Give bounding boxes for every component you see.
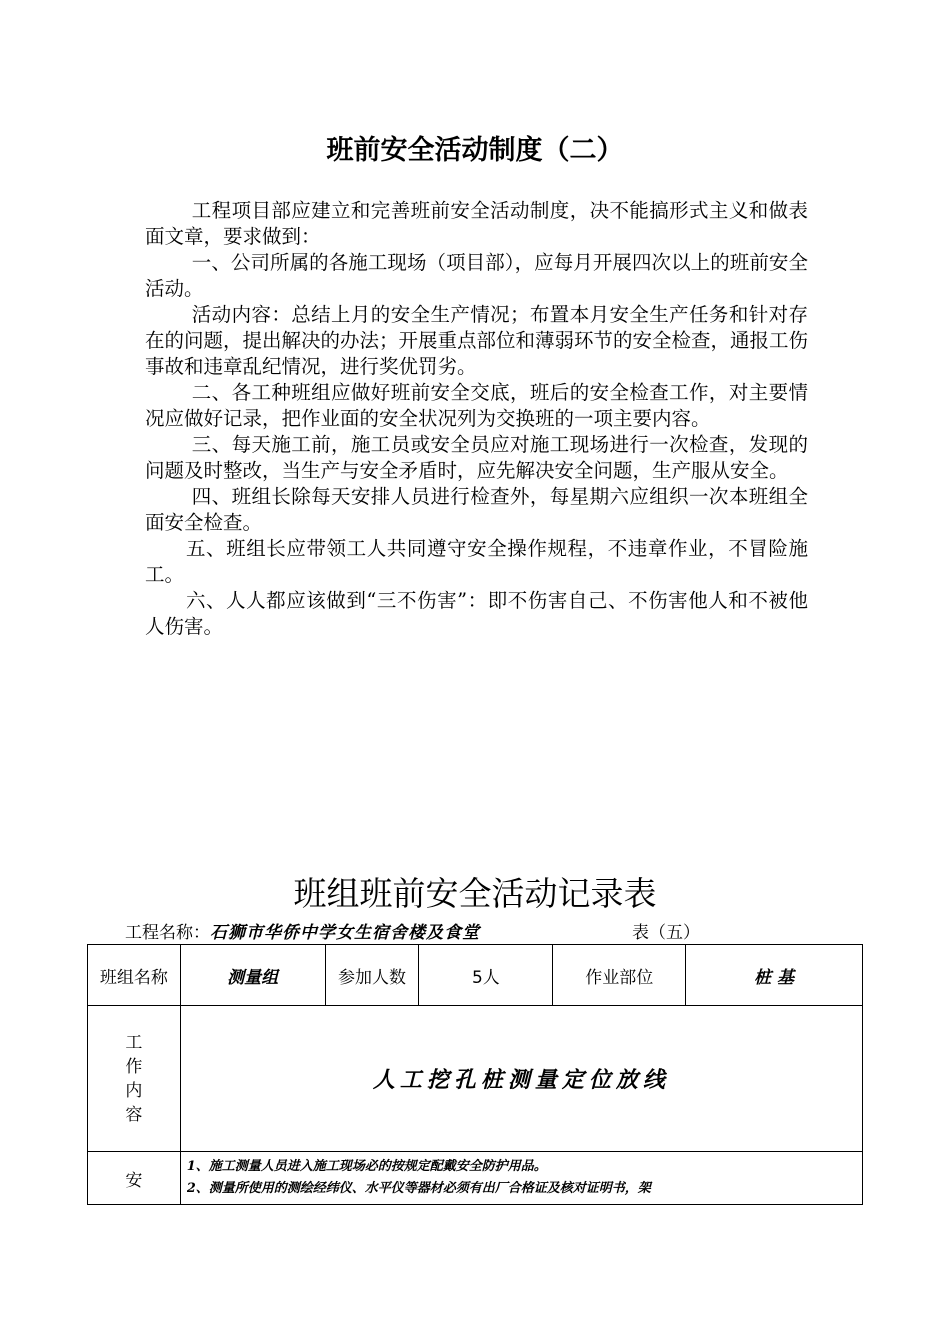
paragraph: 二、各工种班组应做好班前安全交底，班后的安全检查工作，对主要情况应做好记录，把作业面的安全状况列为交换班的一项主要内容。 <box>145 381 808 430</box>
table-row <box>88 1006 863 1152</box>
paragraph: 工程项目部应建立和完善班前安全活动制度，决不能搞形式主义和做表面文章，要求做到： <box>145 199 808 248</box>
paragraph: 一、公司所属的各施工现场（项目部），应每月开展四次以上的班前安全活动。 <box>145 251 808 300</box>
table-number: 表（五） <box>632 923 700 943</box>
project-name: 石狮市华侨中学女生宿舍楼及食堂 <box>210 923 480 943</box>
paragraph: 五、班组长应带领工人共同遵守安全操作规程，不违章作业，不冒险施工。 <box>145 537 808 586</box>
paragraph: 活动内容：总结上月的安全生产情况；布置本月安全生产任务和针对存在的问题，提出解决的办法；开展重点部位和薄弱环节的安全检查，通报工伤事故和违章乱纪情况，进行奖优罚劣。 <box>145 303 809 378</box>
paragraph: 四、班组长除每天安排人员进行检查外，每星期六应组织一次本班组全面安全检查。 <box>145 485 808 534</box>
table-row <box>88 945 863 1006</box>
paragraph: 三、每天施工前，施工员或安全员应对施工现场进行一次检查，发现的问题及时整改，当生产与安全矛盾时，应先解决安全问题，生产服从安全。 <box>145 433 808 482</box>
safety-measures <box>180 1152 862 1205</box>
regulation-body <box>145 198 808 640</box>
location-value: 桩 基 <box>686 945 863 1006</box>
record-form-title: 班组班前安全活动记录表 <box>293 874 657 913</box>
team-value: 测量组 <box>180 945 325 1006</box>
participants-value: 5人 <box>419 945 553 1006</box>
participants-label: 参加人数 <box>325 945 419 1006</box>
project-label: 工程名称： <box>125 923 210 943</box>
document-title: 班前安全活动制度（二） <box>326 135 624 166</box>
work-content-value: 人工挖孔桩测量定位放线 <box>180 1006 862 1152</box>
team-label: 班组名称 <box>88 945 181 1006</box>
location-label: 作业部位 <box>553 945 686 1006</box>
table-row <box>88 1152 863 1205</box>
work-content-label: 工 作 内 容 <box>88 1006 181 1152</box>
safety-label: 安 <box>88 1152 181 1205</box>
safety-item: 1、施工测量人员进入施工现场必的按规定配戴安全防护用品。 <box>186 1159 547 1174</box>
record-table <box>87 944 863 1205</box>
project-name-line <box>125 918 480 943</box>
safety-item: 2、测量所使用的测绘经纬仪、水平仪等器材必须有出厂合格证及核对证明书，架 <box>186 1181 651 1196</box>
paragraph: 六、人人都应该做到“三不伤害”：即不伤害自己、不伤害他人和不被他人伤害。 <box>145 589 808 638</box>
